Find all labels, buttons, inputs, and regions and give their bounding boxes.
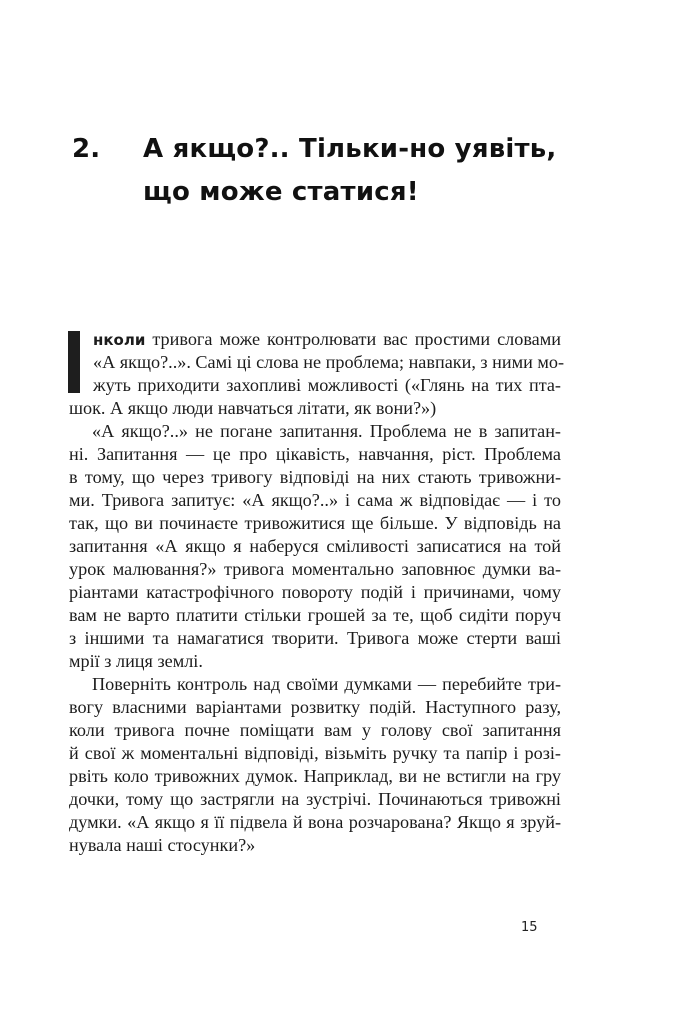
text-line: так, що ви починаєте тривожитися ще більше. У відповідь на	[69, 513, 561, 533]
chapter-title-line: А якщо?.. Тільки-но уявіть,	[143, 134, 557, 164]
text-line: «А якщо?..» не погане запитання. Проблема не в запитан-	[92, 421, 561, 441]
text-line: думки. «А якщо я її підвела й вона розчарована? Якщо я зруй-	[69, 812, 561, 832]
paragraph	[69, 673, 561, 857]
drop-cap-letter	[68, 331, 80, 393]
lead-in-word: нколи	[93, 331, 146, 349]
chapter-number: 2.	[72, 134, 101, 164]
text-line: запитання «А якщо я наберуся сміливості записатися на той	[69, 536, 561, 556]
text-line: рвіть коло тривожних думок. Наприклад, ви не встигли на гру	[69, 766, 561, 786]
body-text	[69, 328, 565, 857]
text-line: нувала наші стосунки?»	[69, 835, 256, 855]
text-line: ми. Тривога запитує: «А якщо?..» і сама ж відповідає — і то	[69, 490, 561, 510]
text-line: шок. А якщо люди навчаться літати, як вони?»)	[69, 398, 437, 418]
text-line: нколи тривога може контролювати вас простими словами	[93, 329, 561, 349]
chapter-title	[143, 128, 573, 214]
text-line: урок малювання?» тривога моментально заповнює думки ва-	[69, 559, 561, 579]
text-line: «А якщо?..». Самі ці слова не проблема; навпаки, з ними мо-	[93, 352, 565, 372]
text-line: мрії з лиця землі.	[69, 651, 203, 671]
page-number: 15	[521, 920, 538, 935]
text-line: коли тривога почне поміщати вам у голову свої запитання	[69, 720, 561, 740]
text-line: в тому, що через тривогу відповіді на них стають тривожни-	[69, 467, 561, 487]
chapter-title-line: що може статися!	[143, 177, 419, 207]
text-line: вогу власними варіантами розвитку подій. Наступного разу,	[69, 697, 561, 717]
paragraph	[69, 420, 561, 673]
text-line: й свої ж моментальні відповіді, візьміть ручку та папір і розі-	[69, 743, 561, 763]
text-line: дочки, тому що застрягли на зустрічі. Починаються тривожні	[69, 789, 561, 809]
text-line: вам не варто платити стільки грошей за те, щоб сидіти поруч	[69, 605, 561, 625]
text-line: ні. Запитання — це про цікавість, навчання, ріст. Проблема	[69, 444, 561, 464]
paragraph	[69, 328, 565, 420]
text-line: ріантами катастрофічного повороту подій і причинами, чому	[69, 582, 561, 602]
text-line: з іншими та намагатися творити. Тривога може стерти ваші	[69, 628, 561, 648]
text-line: жуть приходити захопливі можливості («Глянь на тих пта-	[93, 375, 561, 395]
text-line: Поверніть контроль над своїми думками — перебийте три-	[92, 674, 561, 694]
